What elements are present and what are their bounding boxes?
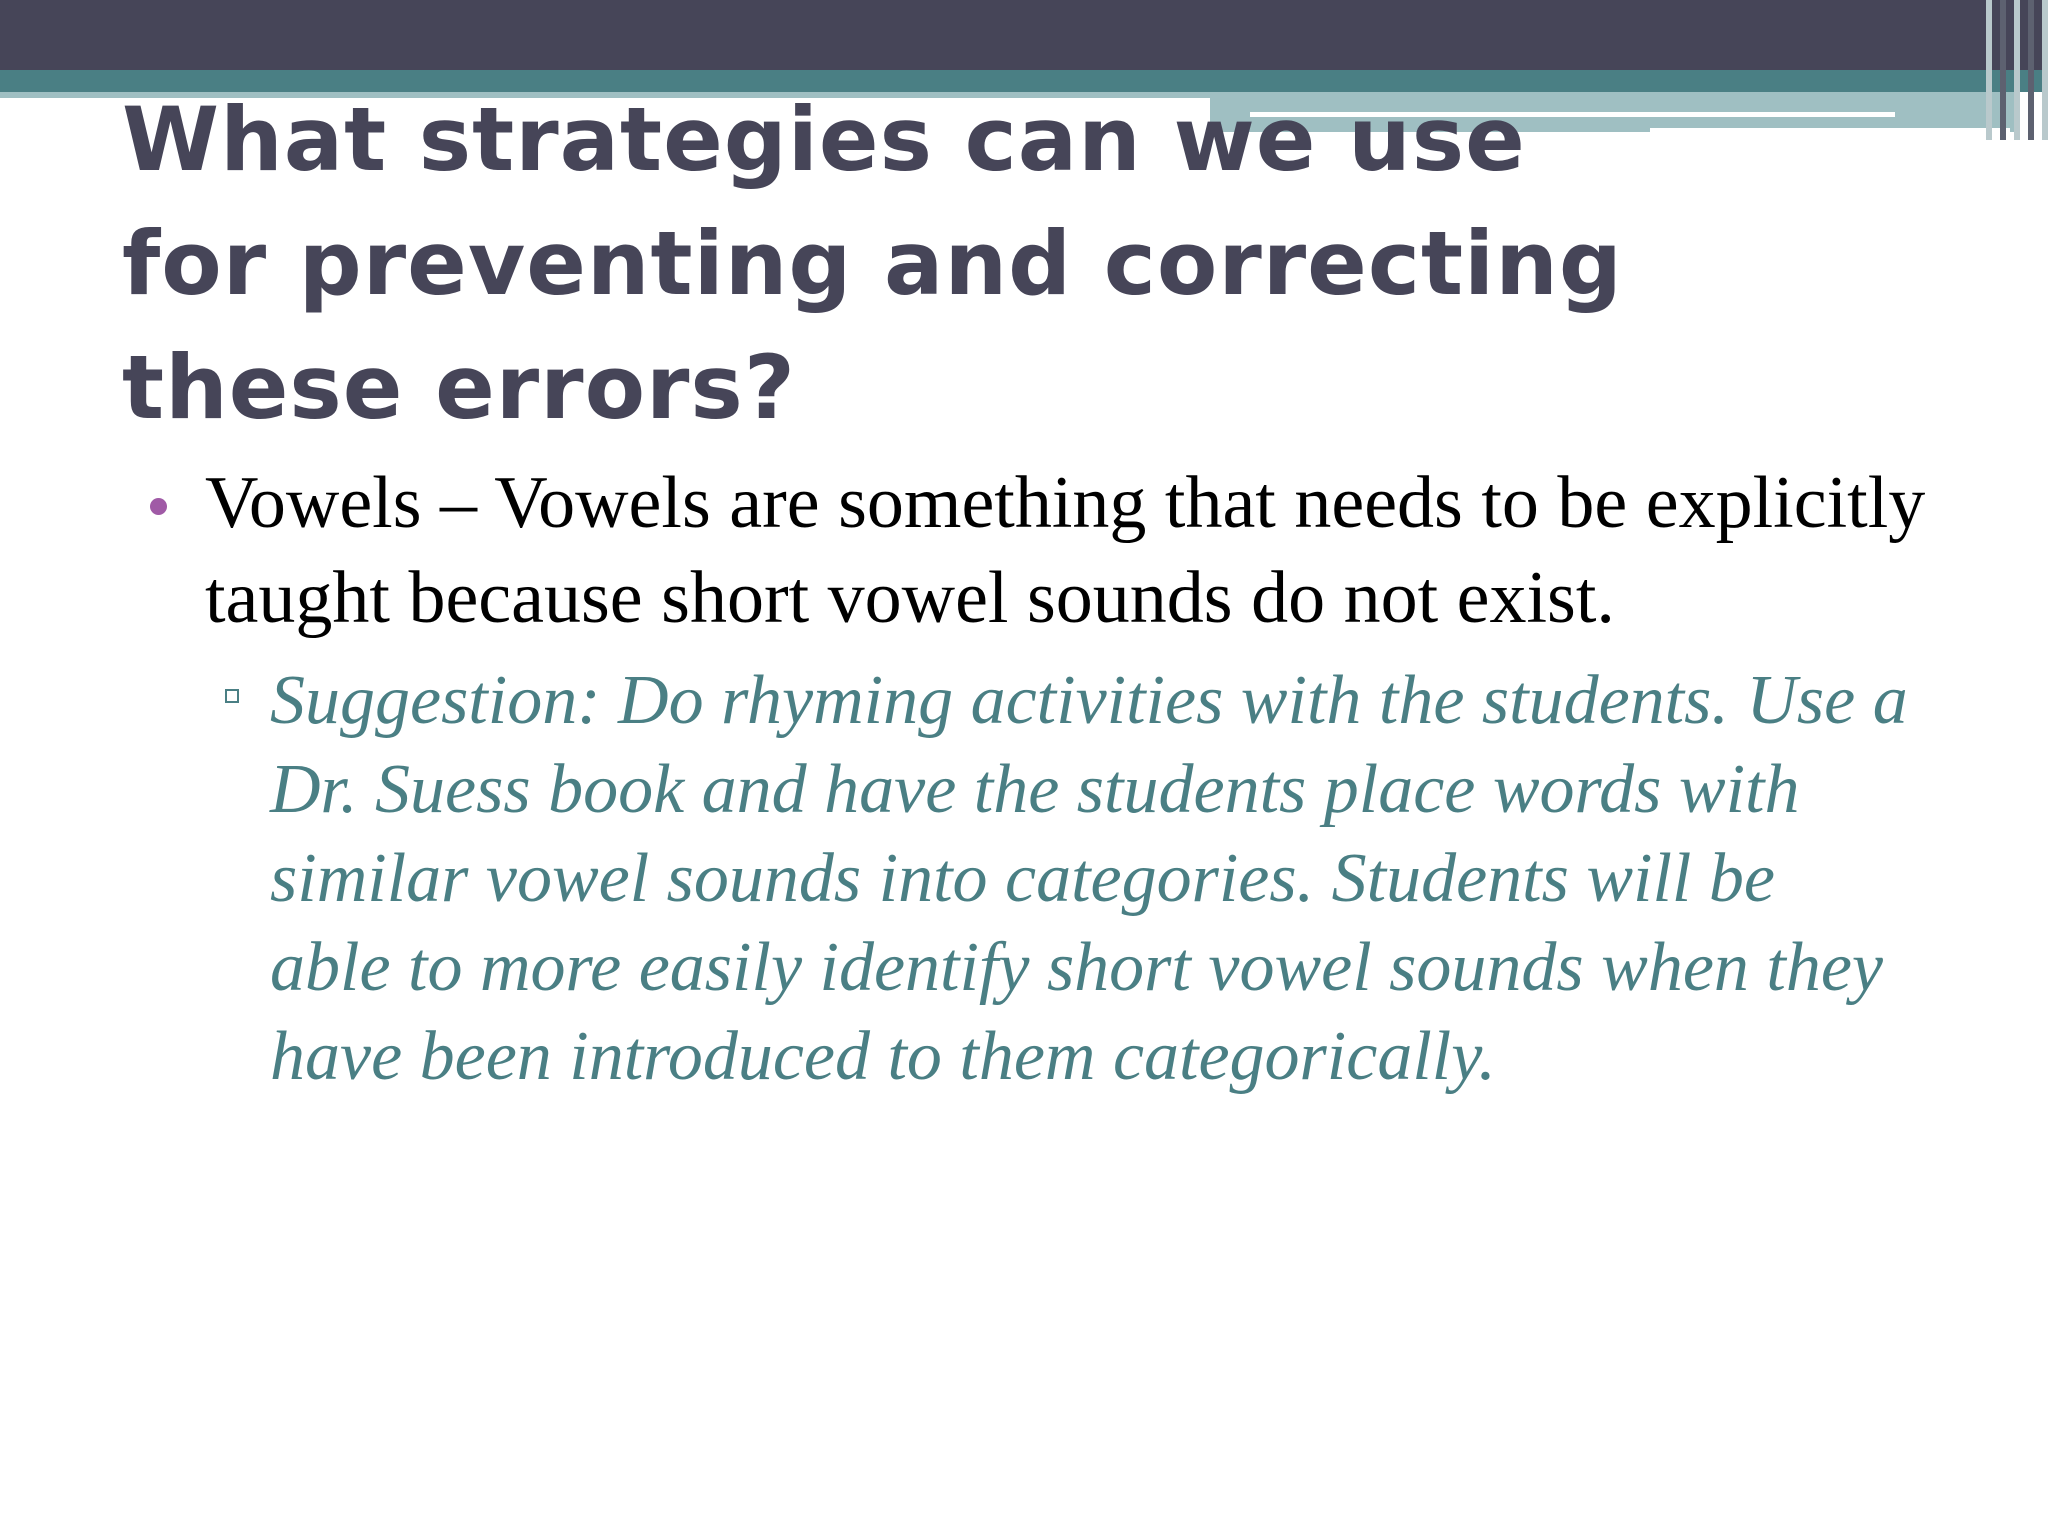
stripe	[2014, 0, 2020, 140]
square-bullet-icon	[225, 689, 239, 703]
stripe	[1986, 0, 1992, 140]
bullet-list	[150, 456, 1930, 1101]
header-dark-bar	[0, 0, 2048, 70]
slide-title: What strategies can we use for preventing and correcting these errors?	[122, 88, 1623, 439]
bullet-dot-icon	[150, 498, 167, 515]
stripe	[2042, 0, 2048, 140]
sub-bullet-item	[270, 656, 1910, 1101]
bullet-item	[150, 456, 1930, 1101]
stripe	[2000, 0, 2006, 140]
header-stripes	[1986, 0, 2048, 140]
header-white-line-2	[1650, 128, 2010, 132]
sub-bullet-text: Suggestion: Do rhyming activities with the students. Use a Dr. Suess book and have the students place words with similar vowel sounds into categories. Students will be able to more easily identify short vowel sounds when they have been introduced to them categorically.	[270, 662, 1908, 1095]
bullet-text: Vowels – Vowels are something that needs to be explicitly taught because short vowel sounds do not exist.	[205, 462, 1926, 639]
sub-bullet-list	[205, 656, 1930, 1101]
stripe	[2028, 0, 2034, 140]
